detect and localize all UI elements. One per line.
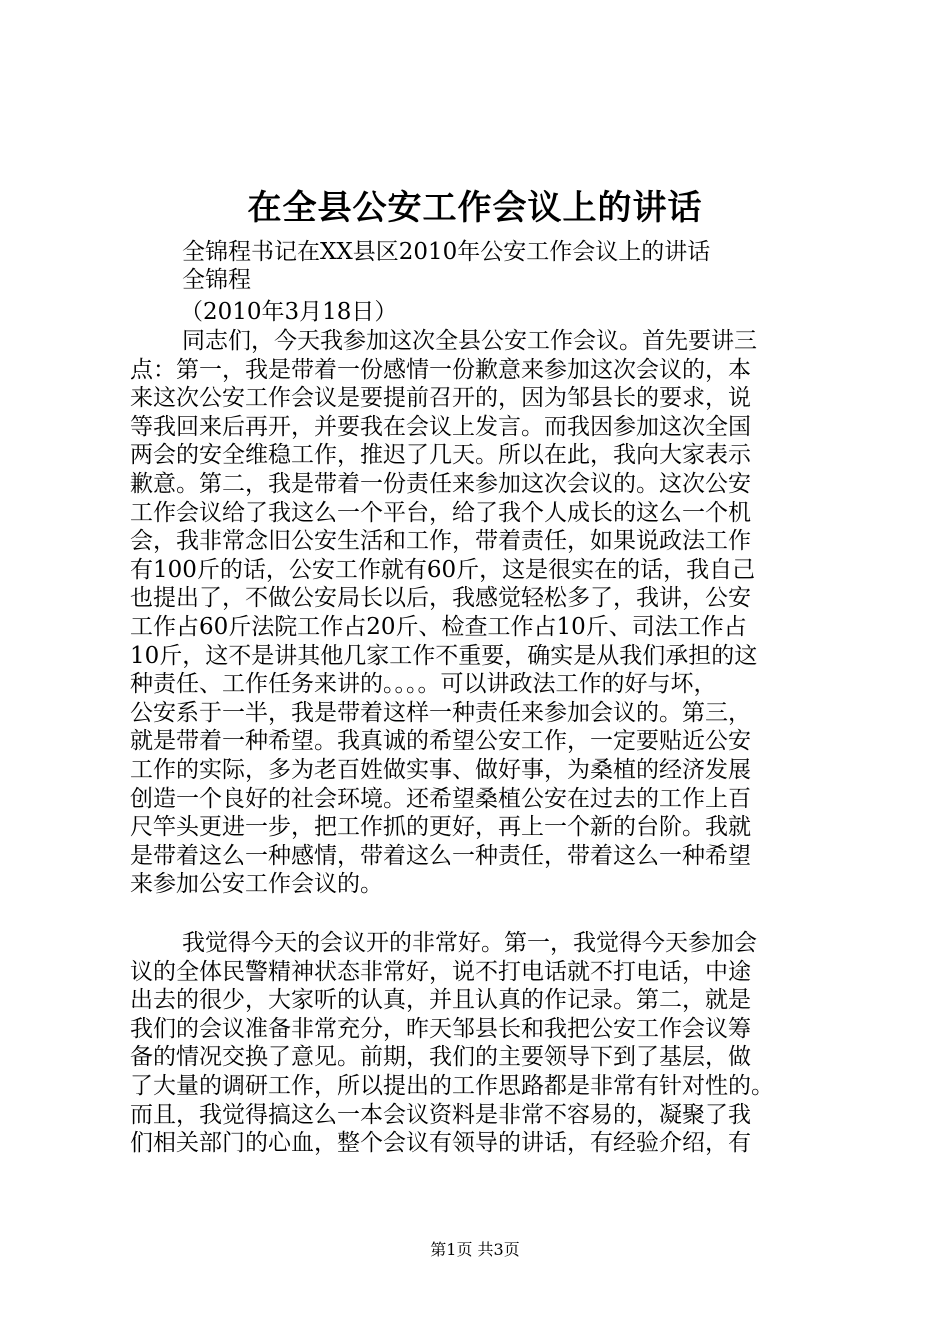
text-line: 我们的会议准备非常充分，昨天邹县长和我把公安工作会议筹	[130, 1015, 751, 1042]
text-line: 种责任、工作任务来讲的。。。。可以讲政法工作的好与坏，	[130, 671, 717, 698]
text-line: 尺竿头更进一步，把工作抓的更好，再上一个新的台阶。我就	[130, 814, 751, 841]
text-line: 就是带着一种希望。我真诚的希望公安工作，一定要贴近公安	[130, 728, 751, 755]
text-line: 来参加公安工作会议的。	[130, 871, 383, 898]
text-line: 议的全体民警精神状态非常好，说不打电话就不打电话，中途	[130, 958, 751, 985]
text-line: 我觉得今天的会议开的非常好。第一，我觉得今天参加会	[182, 930, 757, 956]
text-line: 歉意。第二，我是带着一份责任来参加这次会议的。这次公安	[130, 470, 751, 497]
text-line: 工作会议给了我这么一个平台，给了我个人成长的这么一个机	[130, 499, 751, 526]
text-line: 出去的很少，大家听的认真，并且认真的作记录。第二，就是	[130, 987, 751, 1014]
text-line: 等我回来后再开，并要我在会议上发言。而我因参加这次全国	[130, 413, 751, 440]
text-line: 有100斤的话，公安工作就有60斤，这是很实在的话，我自己	[130, 556, 756, 583]
text-line: 公安系于一半，我是带着这样一种责任来参加会议的。第三，	[130, 699, 751, 726]
text-line: 是带着这么一种感情，带着这么一种责任，带着这么一种希望	[130, 842, 751, 869]
text-line: 们相关部门的心血，整个会议有领导的讲话，有经验介绍，有	[130, 1130, 751, 1157]
document-date: （2010年3月18日）	[180, 299, 398, 325]
text-line: 工作占60斤法院工作占20斤、检查工作占10斤、司法工作占	[130, 613, 747, 640]
document-title: 在全县公安工作会议上的讲话	[247, 188, 703, 228]
text-line: 点：第一，我是带着一份感情一份歉意来参加这次会议的，本	[130, 356, 751, 383]
text-line: 同志们，今天我参加这次全县公安工作会议。首先要讲三	[182, 328, 757, 354]
document-subtitle: 全锦程书记在XX县区2010年公安工作会议上的讲话	[182, 239, 711, 265]
text-line: 创造一个良好的社会环境。还希望桑植公安在过去的工作上百	[130, 785, 751, 812]
paragraph-1	[130, 327, 842, 899]
text-line: 10斤，这不是讲其他几家工作不重要，确实是从我们承担的这	[130, 642, 758, 669]
page-footer: 第1页 共3页	[430, 1240, 520, 1259]
text-line: 会，我非常念旧公安生活和工作，带着责任，如果说政法工作	[130, 528, 751, 555]
text-line: 也提出了，不做公安局长以后，我感觉轻松多了，我讲，公安	[130, 585, 751, 612]
text-line: 而且，我觉得搞这么一本会议资料是非常不容易的，凝聚了我	[130, 1101, 751, 1128]
paragraph-2	[130, 929, 842, 1158]
text-line: 工作的实际，多为老百姓做实事、做好事，为桑植的经济发展	[130, 756, 751, 783]
text-line: 了大量的调研工作，所以提出的工作思路都是非常有针对性的。	[130, 1072, 774, 1099]
document-author: 全锦程	[182, 267, 251, 293]
text-line: 备的情况交换了意见。前期，我们的主要领导下到了基层，做	[130, 1044, 751, 1071]
text-line: 两会的安全维稳工作，推迟了几天。所以在此，我向大家表示	[130, 442, 751, 469]
text-line: 来这次公安工作会议是要提前召开的，因为邹县长的要求，说	[130, 385, 751, 412]
